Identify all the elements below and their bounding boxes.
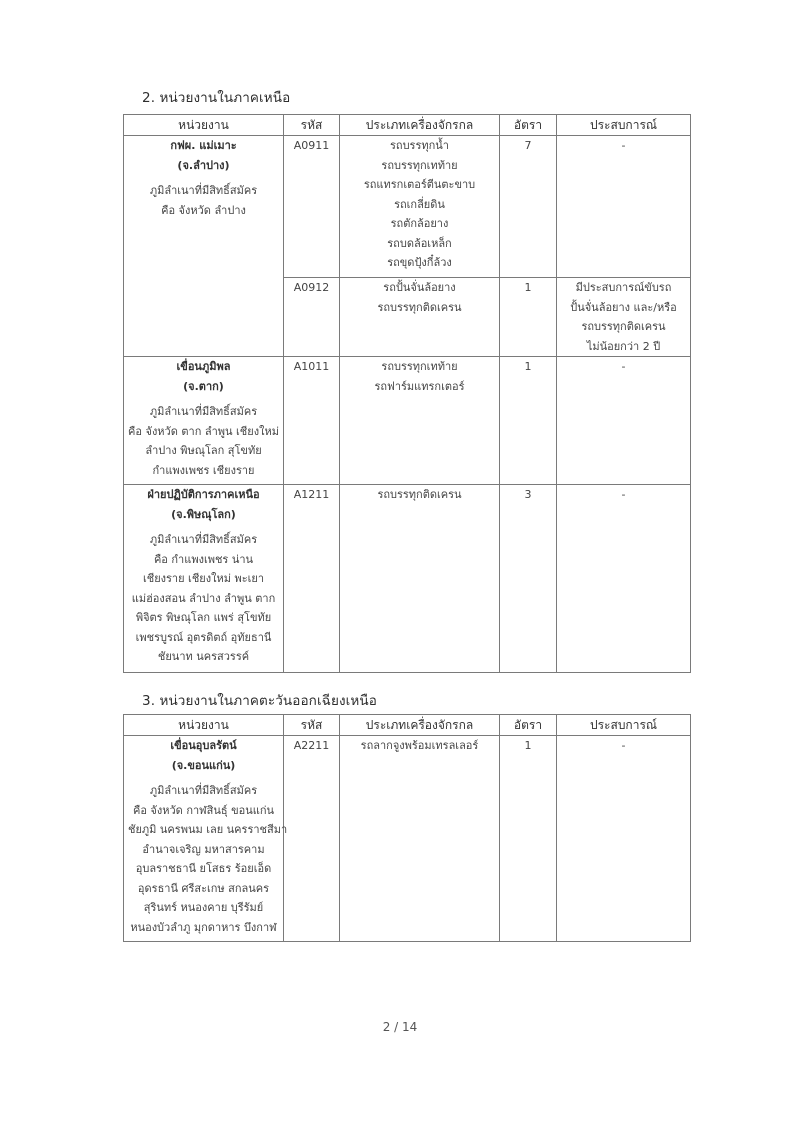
machine-item: รถแทรกเตอร์ตีนตะขาบ (363, 178, 476, 191)
domicile-line: กำแพงเพชร เชียงราย (152, 463, 255, 477)
header-code: รหัส (284, 715, 340, 736)
header-code: รหัส (284, 115, 340, 136)
machine-item: รถบรรทุกเทท้าย (381, 158, 458, 172)
domicile-line: แม่ฮ่องสอน ลำปาง ลำพูน ตาก (131, 591, 276, 605)
domicile-line: ลำปาง พิษณุโลก สุโขทัย (145, 444, 262, 457)
experience-line: รถบรรทุกติดเครน (581, 320, 666, 333)
header-experience: ประสบการณ์ (557, 715, 691, 736)
page-number: 2 / 14 (382, 1020, 418, 1034)
header-rate: อัตรา (500, 115, 557, 136)
machine-item: รถบรรทุกติดเครน (377, 488, 462, 501)
machine-item: รถเกลี่ยดิน (394, 197, 445, 211)
machine-item: รถบรรทุกเทท้าย (381, 360, 458, 373)
domicile-line: อุดรธานี ศรีสะเกษ สกลนคร (137, 881, 270, 895)
rate-cell: 3 (500, 485, 557, 673)
machine-item: รถตักล้อยาง (390, 217, 449, 230)
domicile-line: ชัยภูมิ นครพนม เลย นครราชสีมา (128, 823, 288, 836)
unit-cell (124, 736, 288, 942)
unit-cell (124, 136, 284, 357)
domicile-line: คือ กำแพงเพชร น่าน (153, 552, 254, 566)
table-row (124, 485, 691, 673)
domicile-line: ภูมิลำเนาที่มีสิทธิ์สมัคร (149, 533, 258, 546)
machine-item: รถขุดปุ้งกี๋ล้วง (387, 256, 452, 269)
northeast-units-table (123, 714, 691, 942)
domicile-line: พิจิตร พิษณุโลก แพร่ สุโขทัย (135, 611, 272, 624)
domicile-line: เพชรบูรณ์ อุตรดิตถ์ อุทัยธานี (135, 630, 272, 644)
domicile-line: ภูมิลำเนาที่มีสิทธิ์สมัคร (149, 405, 258, 418)
domicile-line: สุรินทร์ หนองคาย บุรีรัมย์ (143, 901, 264, 914)
header-unit: หน่วยงาน (124, 115, 284, 136)
table-row (124, 736, 691, 942)
experience-line: - (621, 360, 626, 373)
experience-line: ปั้นจั่นล้อยาง และ/หรือ (570, 300, 677, 314)
rate-cell: 1 (500, 357, 557, 485)
machines-cell (340, 485, 500, 673)
machine-item: รถปั้นจั่นล้อยาง (383, 281, 456, 294)
header-unit: หน่วยงาน (124, 715, 284, 736)
machine-item: รถบรรทุกน้ำ (390, 139, 449, 152)
code-cell: A0911 (284, 136, 340, 278)
domicile-line: ชัยนาท นครสวรรค์ (157, 650, 250, 663)
domicile-line: เชียงราย เชียงใหม่ พะเยา (142, 572, 265, 585)
table-header-row (124, 115, 691, 136)
unit-name: เขื่อนภูมิพล (176, 360, 231, 373)
experience-cell (557, 736, 691, 942)
experience-line: มีประสบการณ์ขับรถ (575, 281, 672, 294)
experience-line: - (621, 739, 626, 752)
rate-cell: 7 (500, 136, 557, 278)
experience-cell (557, 485, 691, 673)
experience-cell (557, 136, 691, 278)
unit-name: กฟผ. แม่เมาะ (170, 139, 237, 152)
machines-cell (340, 136, 500, 278)
domicile-line: คือ จังหวัด ตาก ลำพูน เชียงใหม่ (128, 424, 279, 438)
unit-province: (จ.ตาก) (183, 379, 224, 393)
machines-cell (340, 736, 500, 942)
experience-line: - (621, 139, 626, 152)
domicile-line: อุบลราชธานี ยโสธร ร้อยเอ็ด (135, 862, 272, 875)
rate-cell: 1 (500, 278, 557, 357)
machines-cell (340, 278, 500, 357)
table-row (124, 357, 691, 485)
rate-cell: 1 (500, 736, 557, 942)
section-title-northeast: 3. หน่วยงานในภาคตะวันออกเฉียงเหนือ (142, 693, 377, 709)
experience-cell (557, 357, 691, 485)
experience-line: ไม่น้อยกว่า 2 ปี (586, 339, 661, 353)
domicile-line: ภูมิลำเนาที่มีสิทธิ์สมัคร (149, 184, 258, 197)
domicile-line: ภูมิลำเนาที่มีสิทธิ์สมัคร (149, 784, 258, 797)
unit-province: (จ.พิษณุโลก) (171, 507, 236, 521)
domicile-line: หนองบัวลำภู มุกดาหาร บึงกาฬ (130, 920, 277, 934)
machine-item: รถลากจูงพร้อมเทรลเลอร์ (360, 739, 479, 752)
header-machine-type: ประเภทเครื่องจักรกล (340, 715, 500, 736)
unit-name: ฝ่ายปฏิบัติการภาคเหนือ (147, 488, 260, 501)
table-row (124, 136, 691, 278)
experience-cell (557, 278, 691, 357)
unit-name: เขื่อนอุบลรัตน์ (170, 739, 237, 752)
code-cell: A0912 (284, 278, 340, 357)
experience-line: - (621, 488, 626, 501)
section-title-north: 2. หน่วยงานในภาคเหนือ (142, 90, 291, 106)
domicile-line: อำนาจเจริญ มหาสารคาม (142, 842, 265, 856)
code-cell: A1211 (284, 485, 340, 673)
domicile-line: คือ จังหวัด ลำปาง (161, 203, 246, 217)
machine-item: รถบรรทุกติดเครน (377, 300, 462, 314)
unit-province: (จ.ลำปาง) (177, 158, 230, 172)
table-header-row (124, 715, 691, 736)
unit-cell (124, 357, 284, 485)
machine-item: รถบดล้อเหล็ก (387, 236, 452, 250)
domicile-line: คือ จังหวัด กาฬสินธุ์ ขอนแก่น (132, 803, 275, 817)
unit-province: (จ.ขอนแก่น) (171, 758, 236, 772)
header-machine-type: ประเภทเครื่องจักรกล (340, 115, 500, 136)
code-cell: A2211 (284, 736, 340, 942)
north-units-table (123, 114, 691, 673)
machine-item: รถฟาร์มแทรกเตอร์ (374, 379, 465, 393)
header-experience: ประสบการณ์ (557, 115, 691, 136)
code-cell: A1011 (284, 357, 340, 485)
header-rate: อัตรา (500, 715, 557, 736)
unit-cell (124, 485, 284, 673)
machines-cell (340, 357, 500, 485)
